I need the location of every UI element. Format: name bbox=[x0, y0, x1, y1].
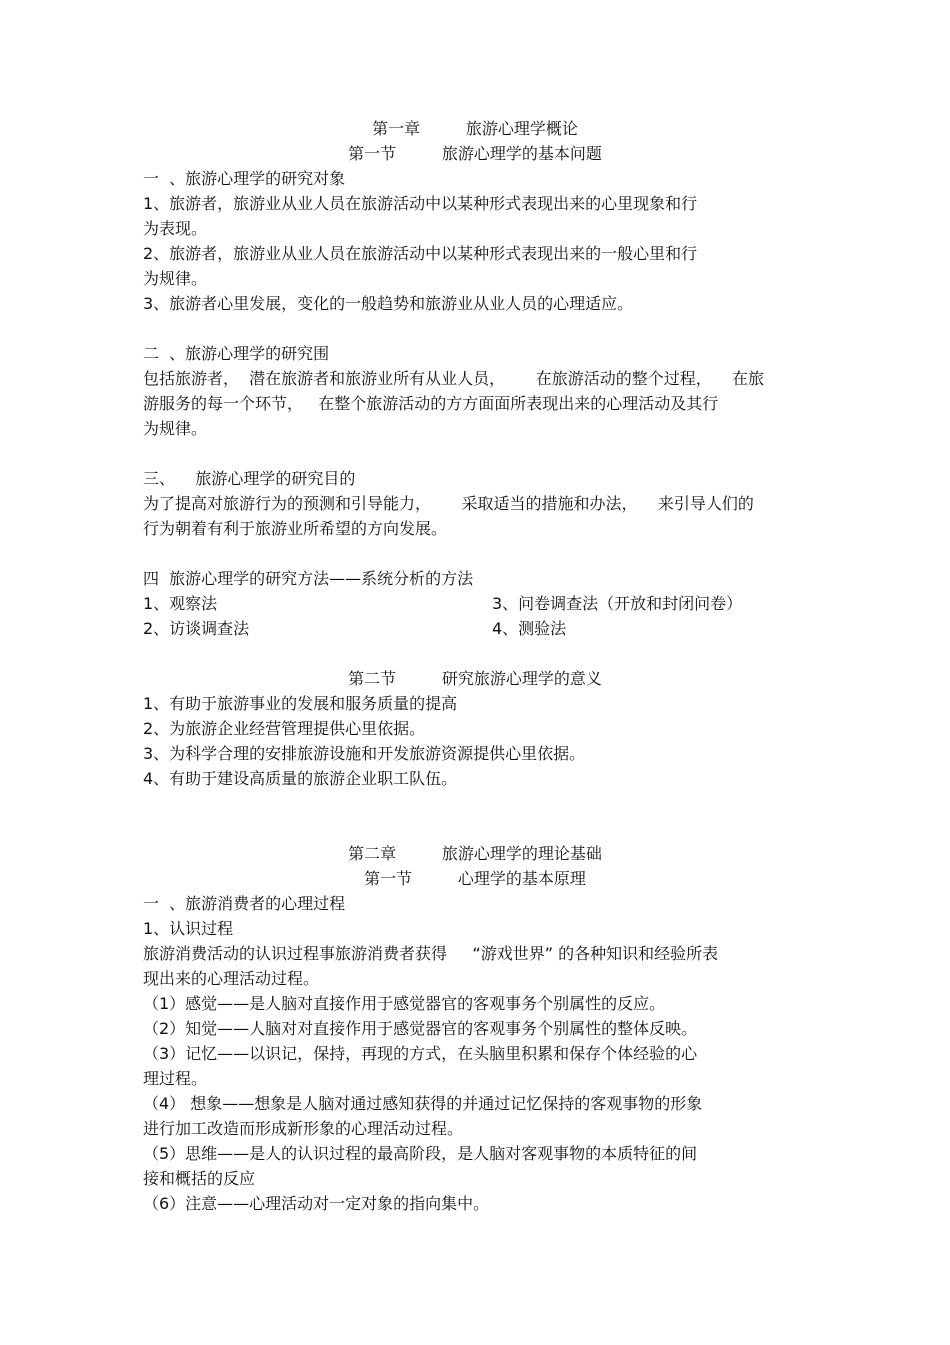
list-item: 1、有助于旅游事业的发展和服务质量的提高 bbox=[143, 694, 458, 713]
chapter-1-title: 第一章 旅游心理学概论 bbox=[372, 119, 578, 138]
paragraph-line: 3、旅游者心里发展，变化的一般趋势和旅游业从业人员的心理适应。 bbox=[143, 294, 634, 313]
section-2-title: 第二节 研究旅游心理学的意义 bbox=[348, 669, 602, 688]
list-item: 4、有助于建设高质量的旅游企业职工队伍。 bbox=[143, 769, 458, 788]
list-item: （1）感觉——是人脑对直接作用于感觉器官的客观事务个别属性的反应。 bbox=[143, 994, 666, 1013]
heading-research-goal: 三、 旅游心理学的研究目的 bbox=[143, 469, 356, 488]
method-item: 4、测验法 bbox=[492, 619, 567, 638]
heading-psych-process: 一 、旅游消费者的心理过程 bbox=[143, 894, 346, 913]
paragraph-line: 1、旅游者，旅游业从业人员在旅游活动中以某种形式表现出来的心里现象和行 bbox=[143, 194, 698, 213]
list-item: （3）记忆——以识记，保持，再现的方式，在头脑里积累和保存个体经验的心 bbox=[143, 1044, 698, 1063]
list-item: （6）注意——心理活动对一定对象的指向集中。 bbox=[143, 1194, 490, 1213]
list-item: 理过程。 bbox=[143, 1069, 208, 1088]
list-item: 进行加工改造而形成新形象的心理活动过程。 bbox=[143, 1119, 464, 1138]
paragraph-line: 现出来的心理活动过程。 bbox=[143, 969, 320, 988]
section-1-title: 第一节 旅游心理学的基本问题 bbox=[348, 144, 602, 163]
chapter-2-title: 第二章 旅游心理学的理论基础 bbox=[348, 844, 602, 863]
heading-research-scope: 二 、旅游心理学的研究围 bbox=[143, 344, 330, 363]
list-item: （4） 想象——想象是人脑对通过感知获得的并通过记忆保持的客观事物的形象 bbox=[143, 1094, 703, 1113]
subheading-cognition: 1、认识过程 bbox=[143, 919, 234, 938]
paragraph-line: 为了提高对旅游行为的预测和引导能力， 采取适当的措施和办法， 来引导人们的 bbox=[143, 494, 754, 513]
chapter-2-section-1-title: 第一节 心理学的基本原理 bbox=[364, 869, 586, 888]
list-item: 3、为科学合理的安排旅游设施和开发旅游资源提供心里依据。 bbox=[143, 744, 586, 763]
paragraph-line: 2、旅游者，旅游业从业人员在旅游活动中以某种形式表现出来的一般心里和行 bbox=[143, 244, 698, 263]
paragraph-line: 为规律。 bbox=[143, 419, 208, 438]
list-item: （5）思维——是人的认识过程的最高阶段，是人脑对客观事物的本质特征的间 bbox=[143, 1144, 698, 1163]
method-item: 1、观察法 bbox=[143, 594, 218, 613]
paragraph-line: 为表现。 bbox=[143, 219, 208, 238]
heading-research-methods: 四 旅游心理学的研究方法——系统分析的方法 bbox=[143, 569, 474, 588]
paragraph-line: 旅游消费活动的认识过程事旅游消费者获得 “游戏世界” 的各种知识和经验所表 bbox=[143, 944, 719, 963]
paragraph-line: 行为朝着有利于旅游业所希望的方向发展。 bbox=[143, 519, 448, 538]
paragraph-line: 游服务的每一个环节， 在整个旅游活动的方方面面所表现出来的心理活动及其行 bbox=[143, 394, 719, 413]
paragraph-line: 为规律。 bbox=[143, 269, 208, 288]
list-item: 2、为旅游企业经营管理提供心里依据。 bbox=[143, 719, 426, 738]
list-item: （2）知觉——人脑对对直接作用于感觉器官的客观事务个别属性的整体反映。 bbox=[143, 1019, 698, 1038]
method-item: 3、问卷调查法（开放和封闭问卷） bbox=[492, 594, 743, 613]
method-item: 2、访谈调查法 bbox=[143, 619, 250, 638]
list-item: 接和概括的反应 bbox=[143, 1169, 256, 1188]
paragraph-line: 包括旅游者， 潜在旅游者和旅游业所有从业人员， 在旅游活动的整个过程， 在旅 bbox=[143, 369, 765, 388]
heading-research-object: 一 、旅游心理学的研究对象 bbox=[143, 169, 346, 188]
